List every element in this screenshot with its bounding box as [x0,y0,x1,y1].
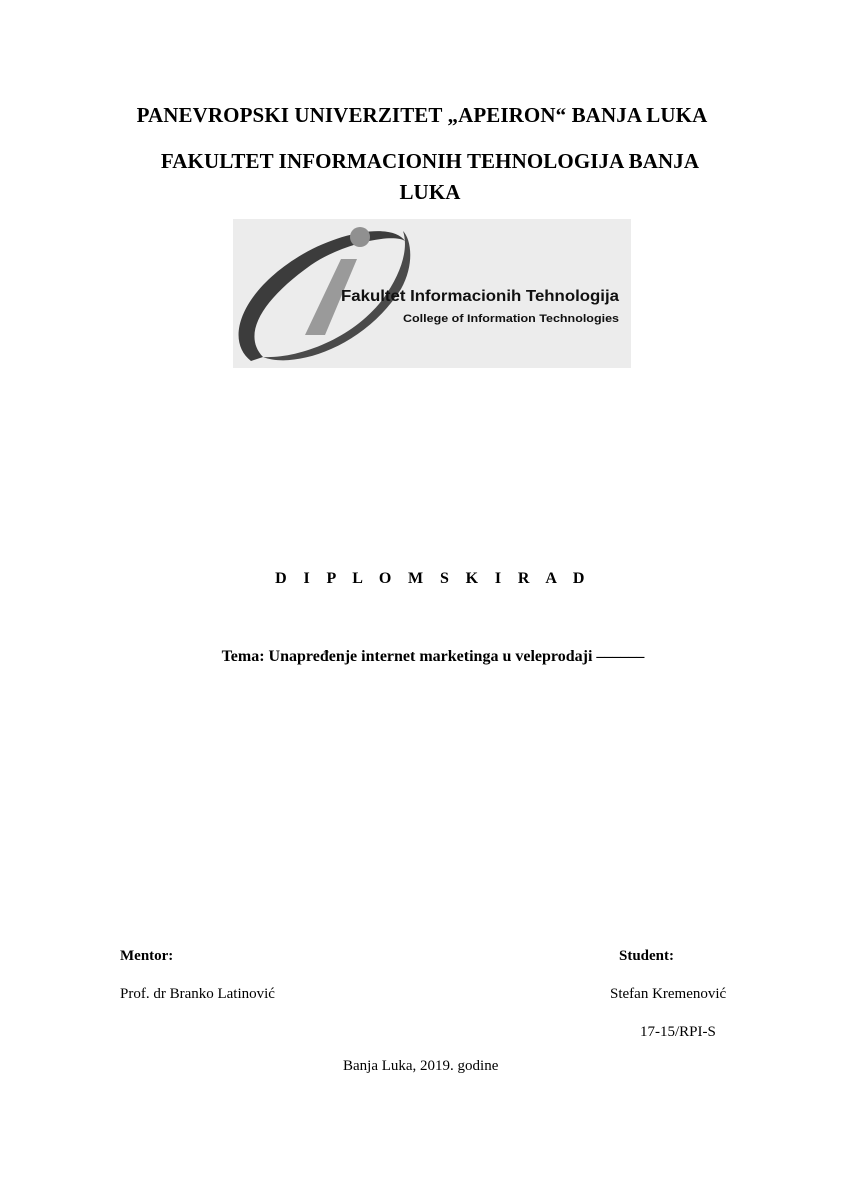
document-type: D I P L O M S K I R A D [275,570,591,587]
student-name: Stefan Kremenović [610,986,727,1002]
mentor-label: Mentor: [120,948,174,964]
student-label: Student: [619,948,675,964]
faculty-title: FAKULTET INFORMACIONIH TEHNOLOGIJA BANJA LUKA [160,149,700,204]
faculty-logo-graphic [233,219,631,368]
faculty-logo [233,219,631,368]
thesis-topic: Tema: Unapređenje internet marketinga u veleprodaji –––––– [221,648,645,665]
logo-text-line1: Fakultet Informacionih Tehnologija [341,288,620,305]
place-date: Banja Luka, 2019. godine [343,1058,499,1074]
logo-text-line2: College of Information Technologies [403,313,619,325]
student-index: 17-15/RPI-S [640,1024,716,1040]
university-title: PANEVROPSKI UNIVERZITET „APEIRON“ BANJA LUKA [136,103,708,127]
mentor-name: Prof. dr Branko Latinović [120,986,275,1002]
